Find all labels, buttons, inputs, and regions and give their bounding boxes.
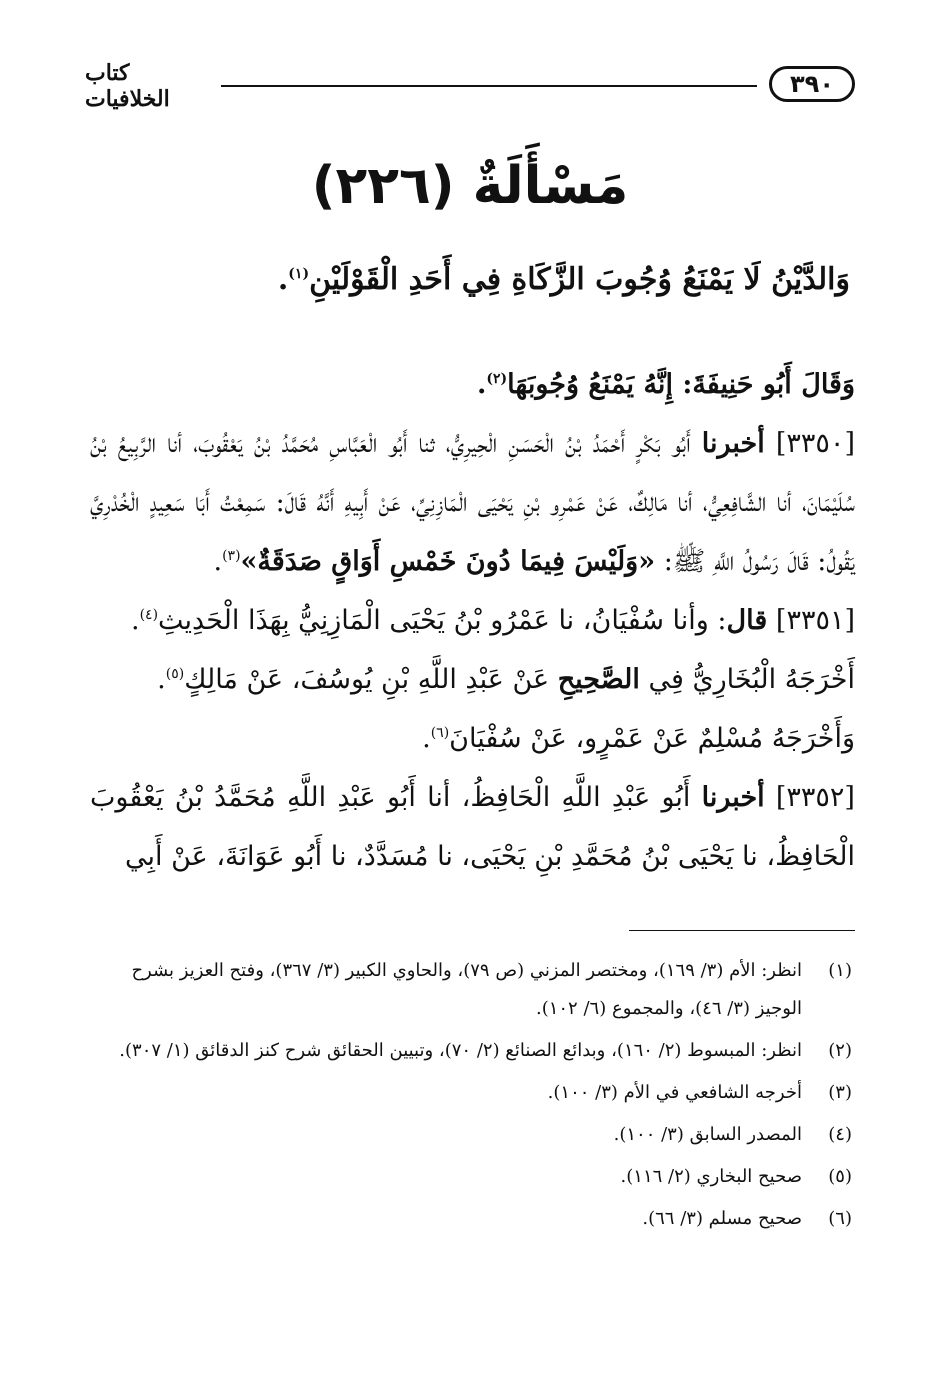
footnote-ref-3: (٣) [222,548,241,564]
footnote-number: (٣) [828,1082,852,1103]
hadith-number-3352: [٣٣٥٢] [775,782,855,813]
book-title: كتاب الخلافيات [85,60,170,112]
p2-period: . [213,546,223,577]
footnote-text: المصدر السابق (٣/ ١٠٠). [613,1124,802,1145]
footnote-ref-1: (١) [288,266,310,282]
p1-period: . [476,369,487,400]
body-text [90,355,855,886]
hadith-number-3350: [٣٣٥٠] [775,428,855,459]
sahih-label: الصَّحِيحِ [557,664,640,695]
footnote [90,1032,852,1070]
akhbarana-label: أخبرنا [701,428,765,459]
p1-text: وَقَالَ أَبُو حَنِيفَةَ: إِنَّهُ يَمْنَعُ وُجُوبَهَا [507,369,855,400]
hadith-number-3351: [٣٣٥١] [775,605,855,636]
footnote-ref-2: (٢) [486,371,508,387]
footnote-text: صحيح مسلم (٣/ ٦٦). [642,1208,802,1229]
footnote-text: صحيح البخاري (٢/ ١١٦). [620,1166,802,1187]
p2-text: أَبُو بَكْرٍ أَحْمَدُ بْنُ الْحَسَنِ الْحِيرِيُّ، ثنا أَبُو الْعَبَّاسِ مُحَمَّدُ بْنُ يَعْقُوبَ، أنا الرَّبِيعُ بْنُ سُلَيْمَانَ، أنا الشَّافِعِيُّ، أنا مَالِكٌ، عَنْ عَمْرِو بْنِ يَحْيَى الْمَازِنِيِّ، عَنْ أَبِيهِ أَنَّهُ قَالَ: سَمِعْتُ أَبَا سَعِيدٍ الْخُدْرِيَّ يَقُولُ: قَالَ رَسُولُ اللَّهِ ﷺ: [90,428,855,577]
p4-text-a: أَخْرَجَهُ الْبُخَارِيُّ فِي [648,664,855,695]
hadith-text: «وَلَيْسَ فِيمَا دُونَ خَمْسِ أَوَاقٍ صَدَقَةٌ» [240,546,656,577]
p3-text: : وأنا سُفْيَانُ، نا عَمْرُو بْنُ يَحْيَى الْمَازِنِيُّ بِهَذَا الْحَدِيثِ [158,605,727,636]
p4-period: . [157,664,166,695]
footnote-ref-5: (٥) [165,666,185,682]
paragraph-abu-hanifa [90,355,855,414]
page-number: ٣٩٠ [769,66,855,102]
paragraph-3351 [90,591,855,650]
qal-label: قال [726,605,768,636]
p4-text-b: عَنْ عَبْدِ اللَّهِ بْنِ يُوسُفَ، عَنْ مَالِكٍ [184,664,550,695]
masala-subtitle-text: وَالدَّيْنُ لَا يَمْنَعُ وُجُوبَ الزَّكَاةِ فِي أَحَدِ الْقَوْلَيْنِ [309,262,850,297]
paragraph-3352 [90,768,855,886]
masala-title: مَسْأَلَةٌ (٢٢٦) [311,156,629,216]
footnote [90,1116,852,1154]
footnote [90,952,852,1028]
footnote-separator [629,930,855,931]
p6-text: أَبُو عَبْدِ اللَّهِ الْحَافِظُ، أنا أَبُو عَبْدِ اللَّهِ مُحَمَّدُ بْنُ يَعْقُوبَ الْحَافِظُ، نا يَحْيَى بْنُ مُحَمَّدِ بْنِ يَحْيَى، نا مُسَدَّدٌ، نا أَبُو عَوَانَةَ، عَنْ أَبِي [90,782,855,872]
page-header [85,60,855,116]
footnote-text: انظر: المبسوط (٢/ ١٦٠)، وبدائع الصنائع (٢/ ٧٠)، وتبيين الحقائق شرح كنز الدقائق (١/ ٣٠٧). [119,1040,802,1061]
footnote-number: (٥) [828,1166,852,1187]
paragraph-3350 [90,414,855,591]
footnote-number: (٢) [828,1040,852,1061]
footnote-text: انظر: الأم (٣/ ١٦٩)، ومختصر المزني (ص ٧٩)، والحاوي الكبير (٣/ ٣٦٧)، وفتح العزيز بشرح الوجيز (٣/ ٤٦)، والمجموع (٦/ ١٠٢). [131,960,802,1019]
p3-period: . [130,605,140,636]
header-rule [221,85,757,87]
footnote-number: (١) [828,960,852,981]
footnote-number: (٤) [828,1124,852,1145]
footnote-number: (٦) [828,1208,852,1229]
p5-text: وَأَخْرَجَهُ مُسْلِمٌ عَنْ عَمْرٍو، عَنْ سُفْيَانَ [449,723,855,754]
paragraph-bukhari [90,650,855,709]
p5-period: . [422,723,431,754]
footnote-ref-6: (٦) [430,725,450,741]
akhbarana-label-2: أخبرنا [701,782,765,813]
footnote [90,1158,852,1196]
footnote [90,1074,852,1112]
footnote-text: أخرجه الشافعي في الأم (٣/ ١٠٠). [547,1082,802,1103]
footnote [90,1200,852,1238]
footnote-ref-4: (٤) [139,607,159,623]
paragraph-muslim [90,709,855,768]
footnotes [90,952,852,1242]
masala-subtitle [150,262,850,297]
subtitle-period: . [277,262,289,297]
